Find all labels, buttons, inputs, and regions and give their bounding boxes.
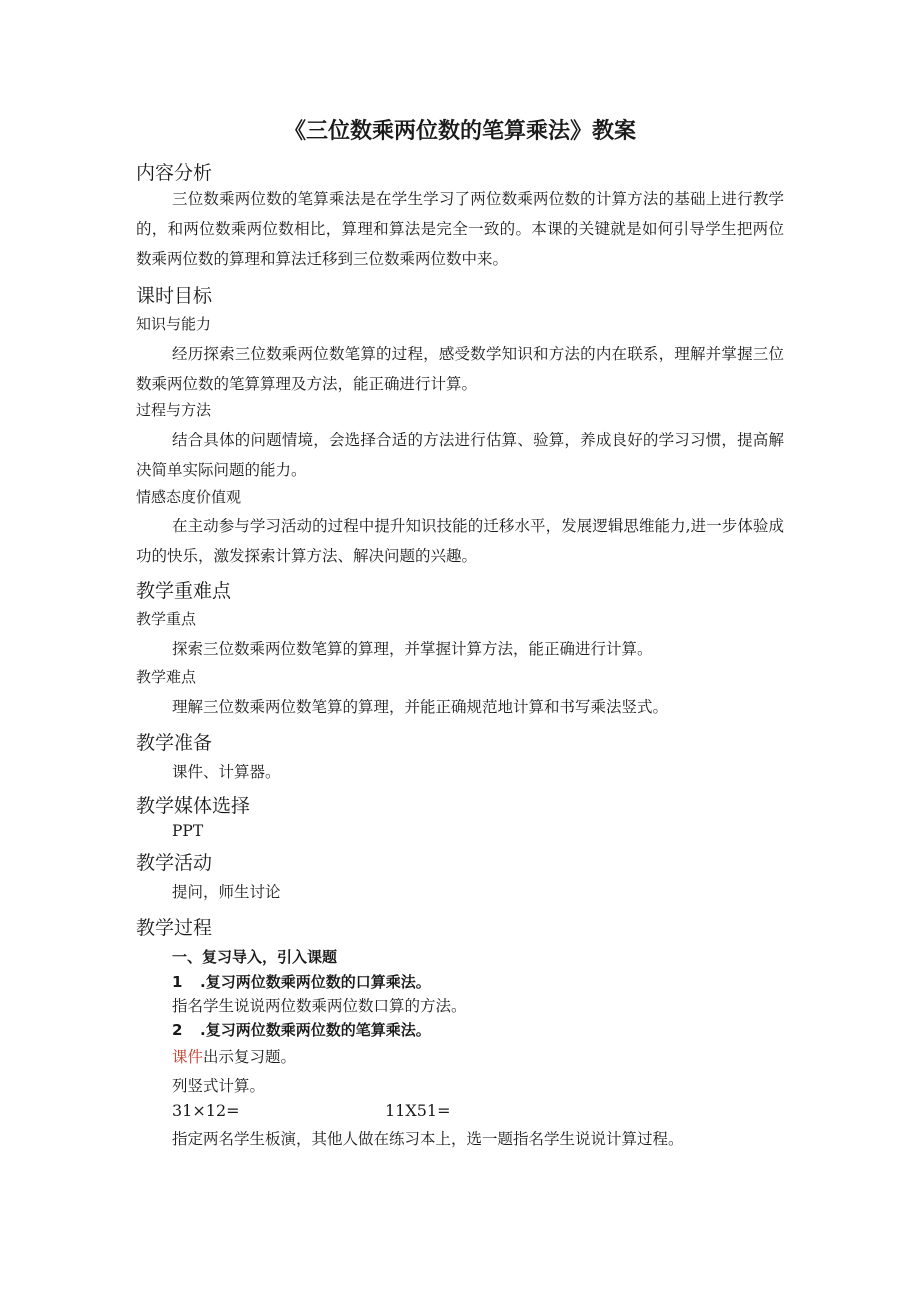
vertical-calc-label: 列竖式计算。	[172, 1077, 266, 1095]
process-item-two-text: .复习两位数乘两位数的笔算乘法。	[200, 1021, 431, 1039]
activity-heading: 教学活动	[136, 852, 213, 874]
media-heading: 教学媒体选择	[136, 795, 251, 817]
courseware-rest: 出示复习题。	[203, 1048, 297, 1066]
difficult-point-label: 教学难点	[136, 668, 197, 686]
objectives-heading: 课时目标	[136, 285, 213, 307]
courseware-word: 课件	[172, 1048, 204, 1066]
knowledge-label: 知识与能力	[136, 315, 212, 333]
key-point-text: 探索三位数乘两位数笔算的算理，并掌握计算方法，能正确进行计算。	[172, 640, 653, 658]
emotion-label: 情感态度价值观	[136, 488, 242, 506]
process-method-text: 结合具体的问题情境，会选择合适的方法进行估算、验算，养成良好的学习习惯，提高解决简单实际问题的能力。	[136, 431, 784, 479]
process-item-two	[172, 1018, 431, 1042]
expression-two: 11X51=	[385, 1101, 451, 1120]
content-analysis-heading: 内容分析	[136, 162, 213, 184]
knowledge-text: 经历探索三位数乘两位数笔算的过程，感受数学知识和方法的内在联系，理解并掌握三位数乘两位数的笔算算理及方法，能正确进行计算。	[136, 345, 784, 393]
process-item-one-desc: 指名学生说说两位数乘两位数口算的方法。	[172, 997, 467, 1015]
key-points-heading: 教学重难点	[136, 580, 232, 602]
process-item-two-number: 2	[172, 1021, 183, 1039]
key-point-label: 教学重点	[136, 610, 197, 628]
process-item-one	[172, 970, 431, 994]
expression-one: 31×12=	[172, 1101, 240, 1120]
process-item-one-text: .复习两位数乘两位数的口算乘法。	[200, 973, 431, 991]
preparation-text: 课件、计算器。	[172, 763, 281, 781]
difficult-point-text: 理解三位数乘两位数笔算的算理，并能正确规范地计算和书写乘法竖式。	[172, 698, 669, 716]
preparation-heading: 教学准备	[136, 732, 213, 754]
process-item-one-number: 1	[172, 973, 183, 991]
courseware-line	[172, 1045, 296, 1069]
media-text: PPT	[172, 822, 204, 840]
document-title: 《三位数乘两位数的笔算乘法》教案	[283, 119, 636, 144]
process-heading: 教学过程	[136, 917, 213, 939]
activity-text: 提问，师生讨论	[172, 883, 281, 901]
process-final-text: 指定两名学生板演，其他人做在练习本上，选一题指名学生说说计算过程。	[172, 1130, 684, 1148]
process-section-one: 一、复习导入，引入课题	[172, 948, 338, 966]
emotion-text: 在主动参与学习活动的过程中提升知识技能的迁移水平，发展逻辑思维能力,进一步体验成功的快乐，激发探索计算方法、解决问题的兴趣。	[136, 517, 784, 565]
process-method-label: 过程与方法	[136, 401, 212, 419]
content-analysis-text: 三位数乘两位数的笔算乘法是在学生学习了两位数乘两位数的计算方法的基础上进行教学的，和两位数乘两位数相比，算理和算法是完全一致的。本课的关键就是如何引导学生把两位数乘两位数的算理和算法迁移到三位数乘两位数中来。	[136, 190, 784, 268]
